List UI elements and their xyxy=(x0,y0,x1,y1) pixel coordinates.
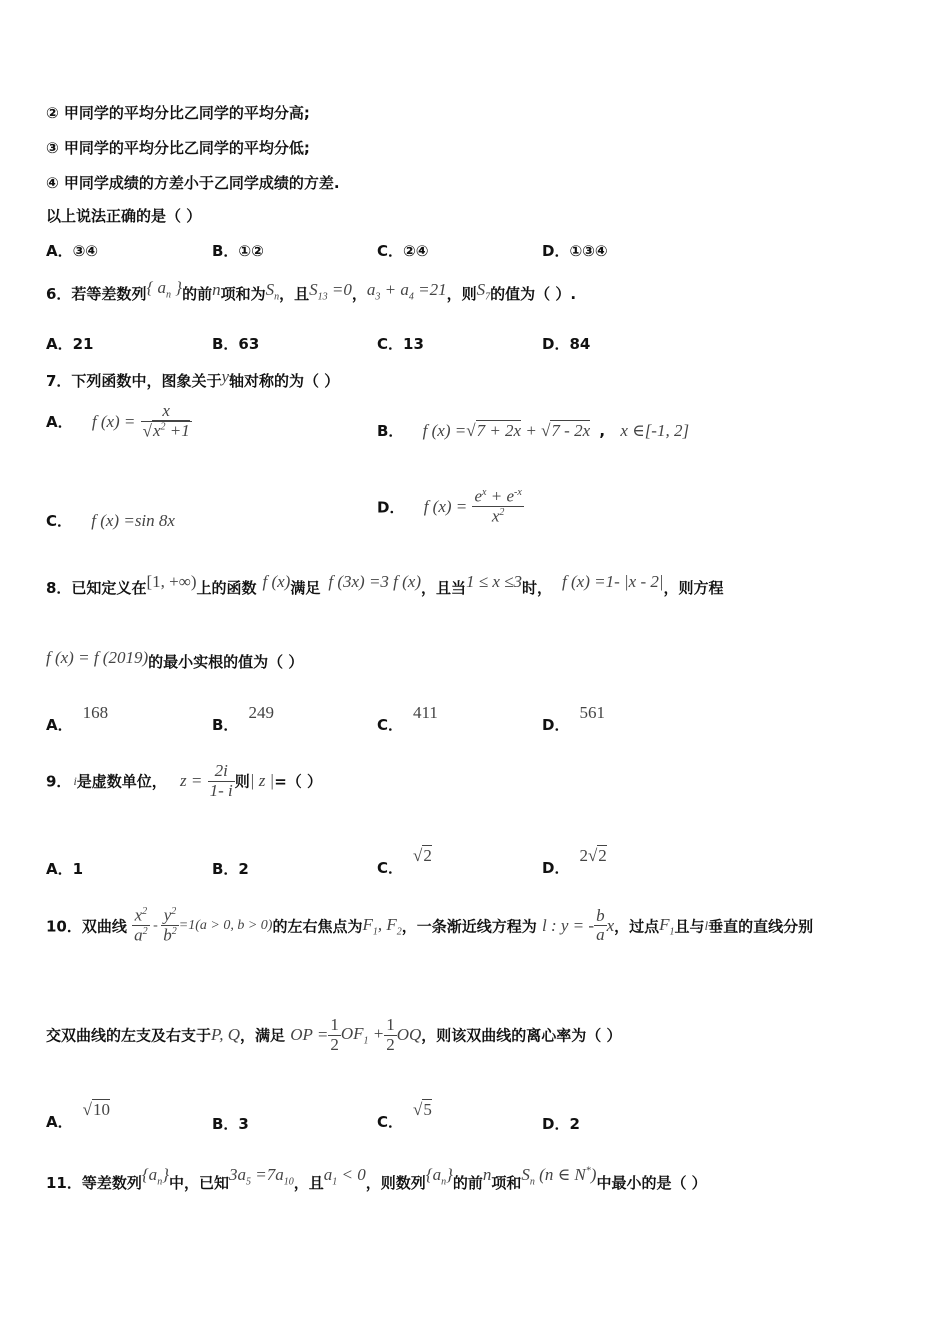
statement-3: ③ 甲同学的平均分比乙同学的平均分低; xyxy=(46,139,310,157)
question-9: 9． i是虚数单位， z = $\frac{2i}{1- i}$ 则| z |=（ ） xyxy=(46,761,323,800)
q9-option-c: C．√2 xyxy=(377,846,432,877)
q6-option-c: C．13 xyxy=(377,335,424,353)
q10-option-d: D．2 xyxy=(542,1115,580,1133)
question-6: 6．若等差数列{ $a_n$ }的前n项和为$S_n$，且$S_{13} =0$，$a_3 + a_4 =21$，则$S_7$的值为（ ）. xyxy=(46,278,577,303)
q7-option-c: C． f (x) =sin 8x xyxy=(46,511,175,530)
question-prompt: 以上说法正确的是（ ） xyxy=(46,207,202,225)
q6-option-b: B．63 xyxy=(212,335,260,353)
q9-option-d: D．2√2 xyxy=(542,846,607,877)
question-8: 8．已知定义在[1, +∞)上的函数 f (x)满足 f (3x) =3 f (x)，且当1 ≤ x ≤3时， f (x) =1- |x - 2|，则方程 xyxy=(46,572,724,597)
q8-option-c: C．411 xyxy=(377,703,438,734)
statement-4: ④ 甲同学成绩的方差小于乙同学成绩的方差. xyxy=(46,174,340,192)
q10-option-c: C．√5 xyxy=(377,1100,432,1131)
q5-option-d: D．①③④ xyxy=(542,242,608,260)
q10-option-a: A．√10 xyxy=(46,1100,110,1131)
q8-option-d: D．561 xyxy=(542,703,605,734)
q6-option-a: A．21 xyxy=(46,335,94,353)
q8-option-a: A．168 xyxy=(46,703,109,734)
q10-option-b: B．3 xyxy=(212,1115,249,1133)
q5-option-c: C．②④ xyxy=(377,242,429,260)
question-8-cont: f (x) = f (2019)的最小实根的值为（ ） xyxy=(46,648,304,671)
q5-option-a: A．③④ xyxy=(46,242,99,260)
q9-option-a: A．1 xyxy=(46,860,84,878)
question-7: 7．下列函数中，图象关于y轴对称的为（ ） xyxy=(46,367,340,390)
question-11: 11．等差数列$\{a_n\}$中，已知$3a_5 =7a_{10}$，且$a_1 < 0$，则数列$\{a_n\}$的前n项和$S_n$ (n ∈ N*)中最小的是（ ） xyxy=(46,1165,707,1192)
q5-option-b: B．①② xyxy=(212,242,264,260)
question-10: 10．双曲线 $\frac{x^2}{a^2}$ - $\frac{y^2}{b^2}$ =1(a > 0, b > 0)的左右焦点为$F_1$, $F_2$，一条渐近线方程为 l : y = - $\frac{b}{a}$ x，过点$F_1$且与l垂直的直线分别 xyxy=(46,905,814,945)
q7-option-a: A． f (x) = $\frac{x}{√x^2 +1}$ xyxy=(46,401,190,441)
q7-option-d: D． f (x) = $\frac{e^x + e^{-x}}{x^2}$ xyxy=(377,486,522,526)
statement-2: ② 甲同学的平均分比乙同学的平均分高; xyxy=(46,104,310,122)
q6-option-d: D．84 xyxy=(542,335,591,353)
q9-option-b: B．2 xyxy=(212,860,249,878)
q8-option-b: B．249 xyxy=(212,703,274,734)
question-10-cont: 交双曲线的左支及右支于P, Q，满足 OP = $\frac{1}{2}$ $OF_1$ + $\frac{1}{2}$ OQ，则该双曲线的离心率为（ ） xyxy=(46,1015,622,1054)
q7-option-b: B． f (x) =√7 + 2x + √7 - 2x , x ∈[-1, 2] xyxy=(377,421,690,440)
